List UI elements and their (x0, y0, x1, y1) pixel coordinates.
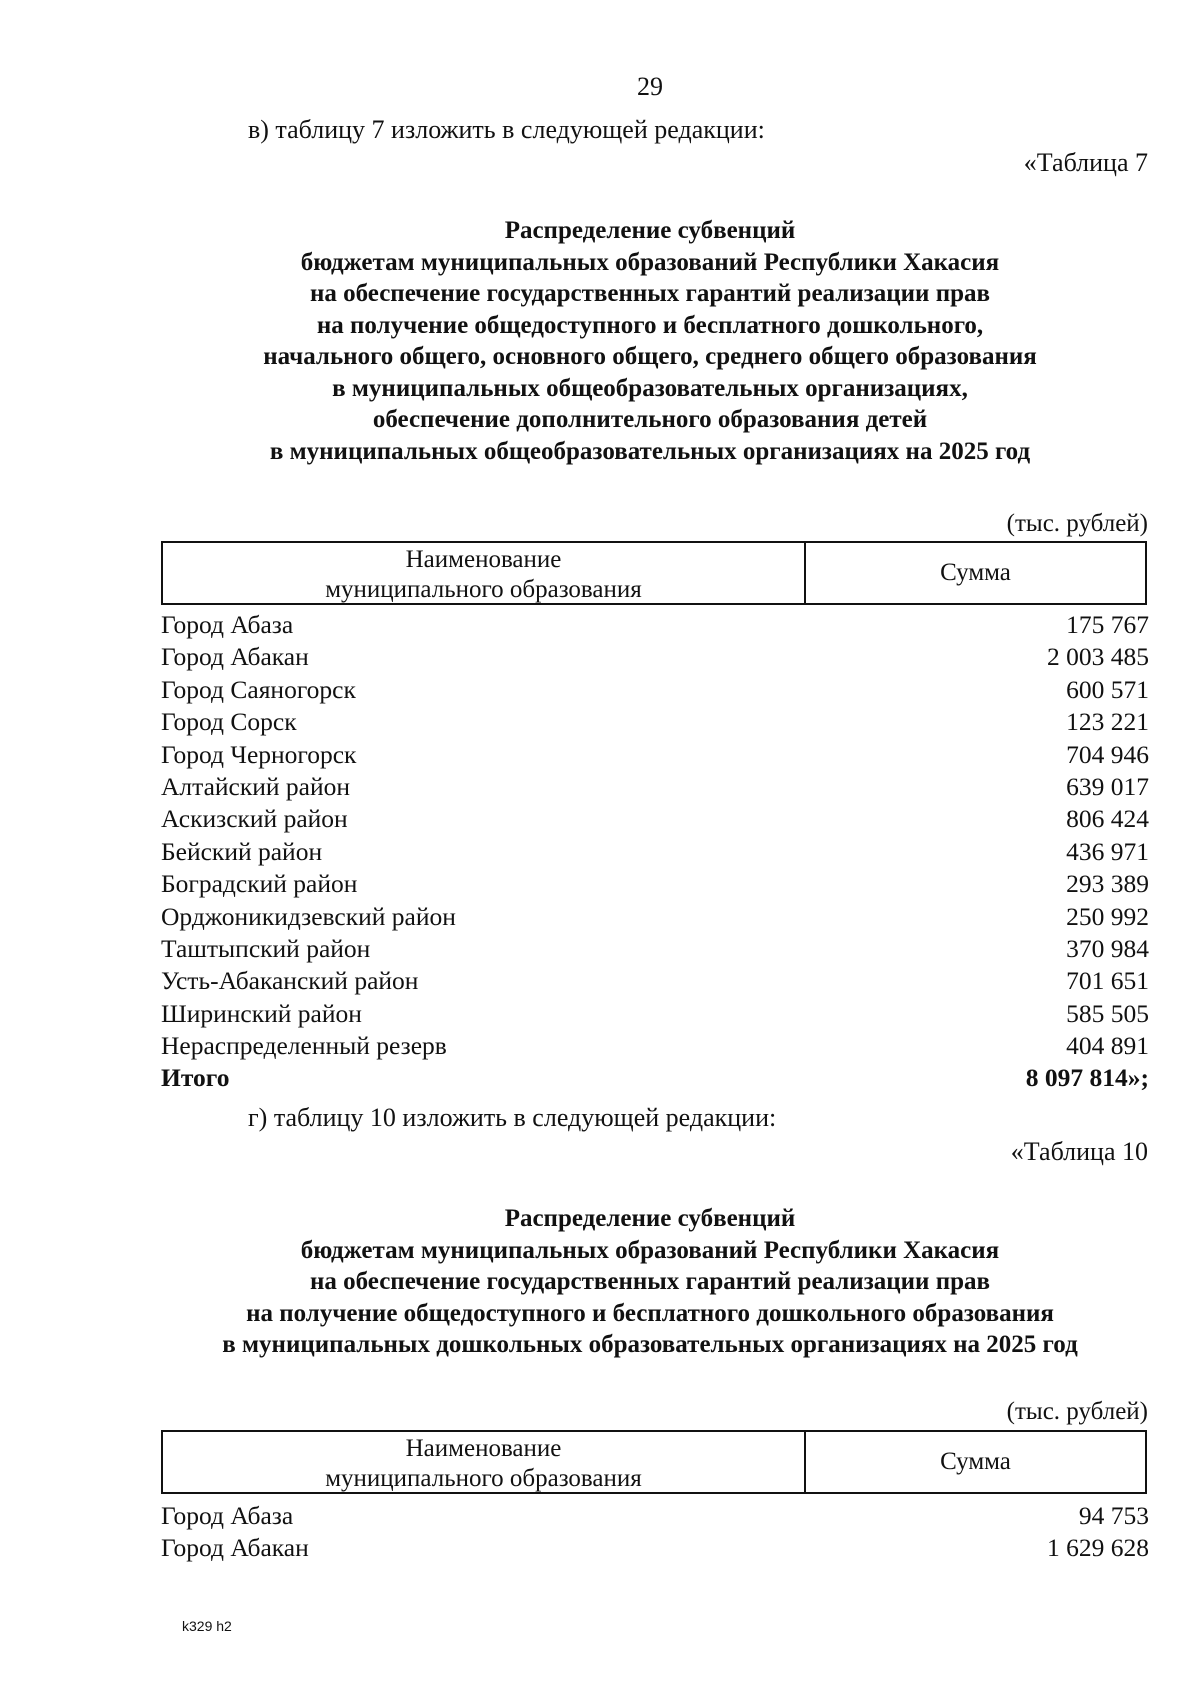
row-sum: 1 629 628 (1047, 1533, 1149, 1563)
row-name: Город Саяногорск (161, 674, 356, 704)
table-row (161, 965, 1149, 997)
table-10-title-line: Распределение субвенций (504, 1205, 796, 1232)
table-7-title-line: бюджетам муниципальных образований Республики Хакасия (300, 248, 1000, 276)
table-7-label: «Таблица 7 (1023, 148, 1148, 177)
row-sum: 704 946 (1066, 739, 1149, 769)
row-name: Алтайский район (161, 771, 351, 801)
row-sum: 293 389 (1066, 869, 1149, 899)
table-row (161, 674, 1149, 706)
row-name: Боградский район (161, 869, 358, 899)
table-10-title-line: в муниципальных дошкольных образовательных организациях на 2025 год (222, 1331, 1078, 1358)
table-row (161, 868, 1149, 900)
table-10-body (161, 1500, 1149, 1565)
row-name: Город Абакан (161, 642, 309, 672)
table-total-row (161, 1062, 1149, 1094)
table-row (161, 803, 1149, 835)
row-name: Таштыпский район (161, 933, 371, 963)
table-10-header-sum: Сумма (940, 1448, 1011, 1475)
table-10-label: «Таблица 10 (1010, 1137, 1148, 1166)
row-name: Аскизский район (161, 804, 348, 834)
table-row (161, 739, 1149, 771)
table-10-title (150, 1203, 1150, 1361)
row-name: Город Абакан (161, 1533, 309, 1563)
footer-code: k329 h2 (182, 1618, 232, 1634)
row-sum: 806 424 (1066, 804, 1149, 834)
table-7-title-line: на получение общедоступного и бесплатного дошкольного, (316, 311, 984, 339)
table-10-units: (тыс. рублей) (1006, 1398, 1148, 1425)
table-row (161, 836, 1149, 868)
table-7-units: (тыс. рублей) (1006, 510, 1148, 537)
table-row (161, 641, 1149, 673)
row-name: Город Абаза (161, 610, 294, 639)
table-10-title-line: бюджетам муниципальных образований Республики Хакасия (300, 1236, 1000, 1264)
total-sum: 8 097 814»; (1025, 1063, 1149, 1093)
table-7-title-line: начального общего, основного общего, среднего общего образования (263, 343, 1037, 370)
row-sum: 436 971 (1066, 836, 1149, 866)
row-sum: 250 992 (1066, 901, 1149, 931)
row-sum: 585 505 (1066, 998, 1149, 1028)
table-row (161, 998, 1149, 1030)
table-10-title-line: на получение общедоступного и бесплатного дошкольного образования (246, 1299, 1054, 1327)
row-name: Усть-Абаканский район (161, 966, 419, 996)
table-row (161, 1030, 1149, 1062)
row-sum: 600 571 (1066, 674, 1149, 704)
table-7-title-line: в муниципальных общеобразовательных организациях, (332, 374, 968, 402)
table-7-body (161, 609, 1149, 1095)
row-sum: 2 003 485 (1047, 642, 1149, 672)
row-sum: 94 753 (1078, 1501, 1149, 1530)
row-name: Город Абаза (161, 1501, 294, 1530)
row-sum: 370 984 (1066, 933, 1149, 963)
table-row (161, 609, 1149, 641)
table-10-title-line: на обеспечение государственных гарантий реализации прав (309, 1268, 991, 1295)
table-7-header-sum: Сумма (940, 559, 1011, 586)
table-7-title-line: на обеспечение государственных гарантий реализации прав (309, 280, 991, 307)
row-name: Нераспределенный резерв (161, 1031, 447, 1061)
header-name-line: Наименование (405, 1435, 562, 1462)
table-7-title-line: Распределение субвенций (504, 217, 796, 244)
page-number: 29 (637, 72, 663, 101)
row-sum: 404 891 (1066, 1031, 1149, 1061)
row-name: Орджоникидзевский район (161, 901, 456, 931)
row-name: Бейский район (161, 836, 323, 866)
table-7-title-line: обеспечение дополнительного образования детей (372, 406, 928, 433)
table-7-header (161, 541, 1147, 605)
row-sum: 123 221 (1066, 707, 1149, 737)
section-v-intro: в) таблицу 7 изложить в следующей редакции: (248, 115, 765, 144)
table-7-header-name (163, 543, 806, 603)
table-row (161, 706, 1149, 738)
table-row (161, 901, 1149, 933)
header-name-line: Наименование (405, 546, 562, 573)
table-10-header-name (163, 1432, 806, 1492)
header-name-line: муниципального образования (325, 576, 642, 603)
total-name: Итого (161, 1063, 230, 1093)
row-sum: 175 767 (1066, 610, 1149, 639)
row-name: Город Черногорск (161, 739, 357, 769)
row-sum: 701 651 (1066, 966, 1149, 996)
table-row (161, 771, 1149, 803)
table-row (161, 933, 1149, 965)
table-10-header (161, 1430, 1147, 1494)
row-name: Город Сорск (161, 707, 297, 737)
row-sum: 639 017 (1066, 771, 1149, 801)
row-name: Ширинский район (161, 998, 362, 1028)
table-7-title-line: в муниципальных общеобразовательных организациях на 2025 год (269, 437, 1031, 465)
header-name-line: муниципального образования (325, 1465, 642, 1492)
table-row (161, 1532, 1149, 1564)
table-7-title (150, 215, 1150, 467)
section-g-intro: г) таблицу 10 изложить в следующей редакции: (248, 1103, 777, 1132)
table-row (161, 1500, 1149, 1532)
